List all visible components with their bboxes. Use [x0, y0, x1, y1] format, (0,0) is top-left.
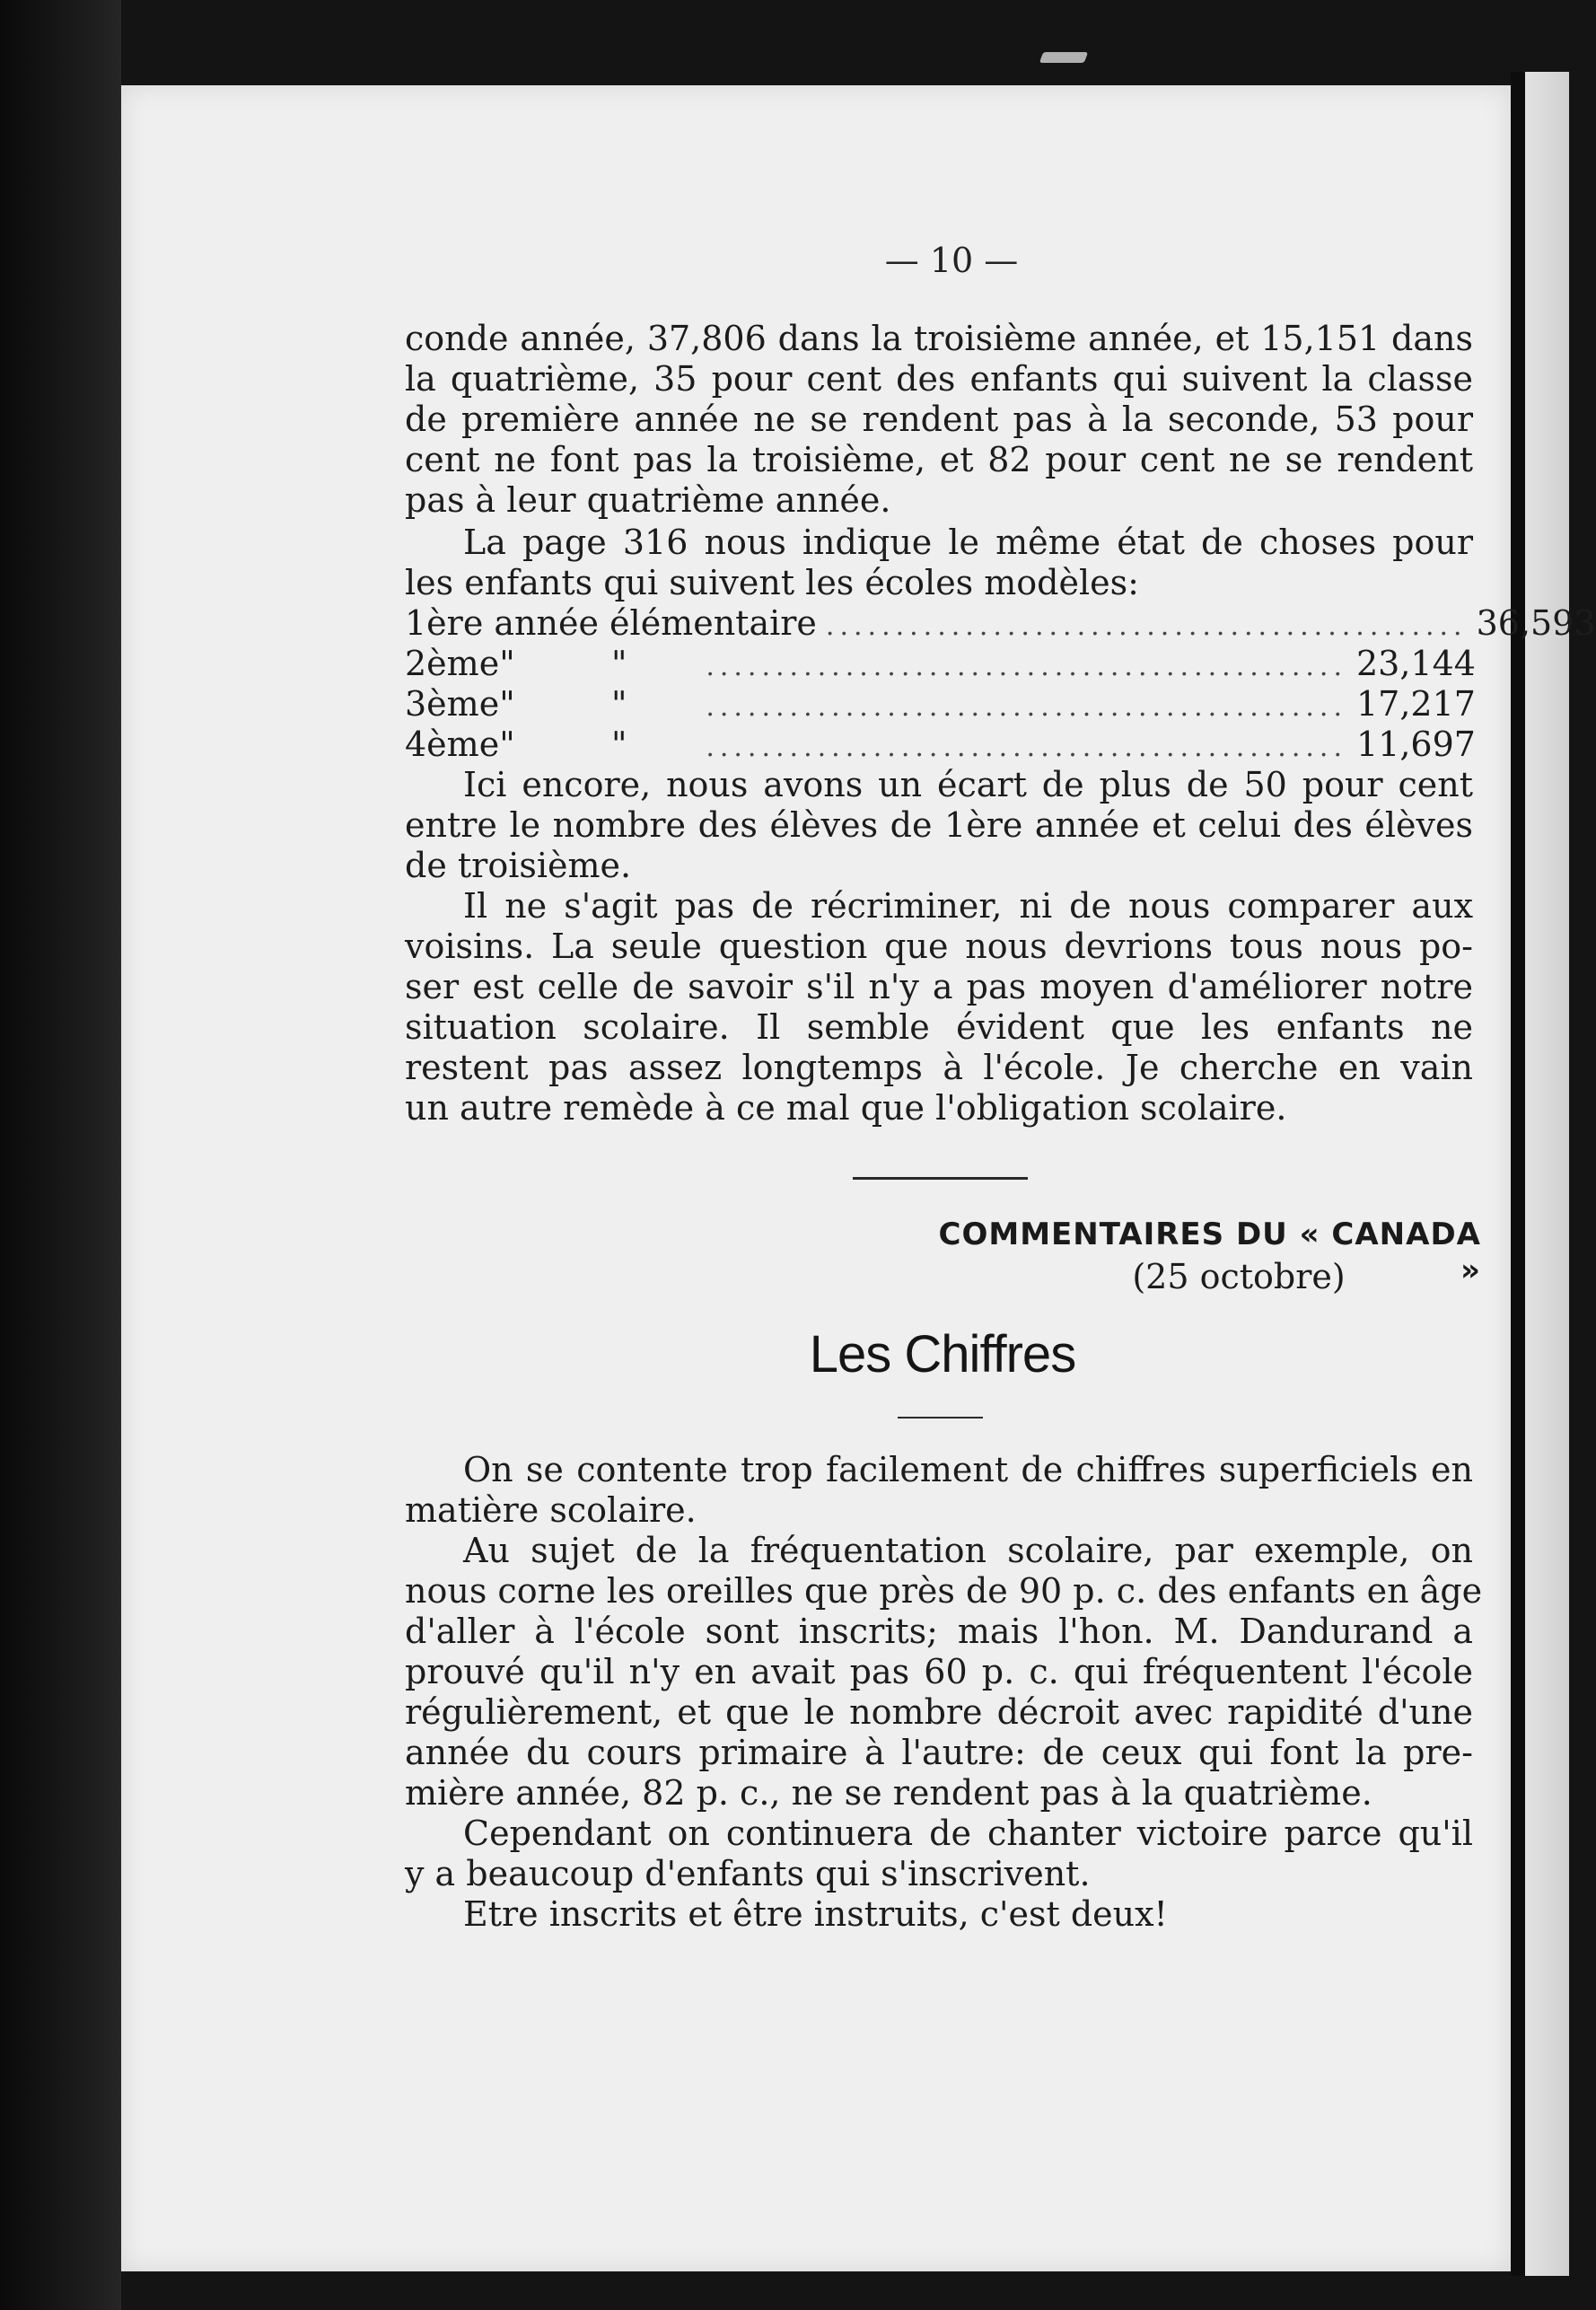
enrollment-value: 23,144 — [1356, 644, 1476, 683]
article-paragraph-1 — [405, 1450, 1473, 1531]
ditto-mark: " — [499, 644, 515, 683]
leader-dots: .............................................. — [706, 691, 1347, 723]
title-divider — [898, 1417, 983, 1418]
text-line: entre le nombre des élèves de 1ère année et celui des élèves — [405, 805, 1473, 845]
leader-dots: .............................................. — [825, 610, 1468, 642]
ditto-mark: " — [610, 684, 627, 724]
grade-label: 2ème — [405, 644, 500, 683]
grade-label: 3ème — [405, 684, 500, 724]
text-line: Ici encore, nous avons un écart de plus de 50 pour cent — [463, 765, 1473, 804]
text-line: Etre inscrits et être instruits, c'est deux! — [463, 1894, 1168, 1934]
article-paragraph-3 — [405, 1814, 1473, 1894]
ditto-mark: " — [610, 644, 627, 683]
grade-label: 4ème — [405, 725, 500, 764]
table-row — [405, 644, 1476, 684]
grade-label: 1ère année élémentaire — [405, 603, 817, 643]
text-line: les enfants qui suivent les écoles modèles: — [405, 563, 1139, 602]
page-number: — 10 — — [884, 241, 1019, 280]
text-line: La page 316 nous indique le même état de choses pour — [463, 523, 1473, 562]
text-line: mière année, 82 p. c., ne se rendent pas à la quatrième. — [405, 1773, 1372, 1813]
text-line: régulièrement, et que le nombre décroit avec rapidité d'une — [405, 1692, 1473, 1732]
text-line: de troisième. — [405, 846, 632, 885]
text-line: y a beaucoup d'enfants qui s'inscrivent. — [405, 1854, 1091, 1893]
text-line: situation scolaire. Il semble évident que les enfants ne — [405, 1007, 1473, 1047]
ditto-mark: " — [499, 725, 515, 764]
paragraph-3 — [405, 765, 1473, 886]
scan-right-border — [1511, 72, 1525, 2276]
text-line: ser est celle de savoir s'il n'y a pas moyen d'améliorer notre — [405, 967, 1473, 1006]
table-row — [405, 603, 1596, 644]
section-heading: COMMENTAIRES DU « CANADA » — [938, 1216, 1481, 1288]
text-line: voisins. La seule question que nous devrions tous nous po- — [405, 927, 1473, 966]
text-line: un autre remède à ce mal que l'obligation scolaire. — [405, 1088, 1287, 1128]
text-line: matière scolaire. — [405, 1490, 697, 1530]
section-divider — [853, 1177, 1028, 1180]
table-row — [405, 725, 1476, 765]
text-line: Cependant on continuera de chanter victoire parce qu'il — [463, 1814, 1473, 1853]
table-row — [405, 684, 1476, 725]
enrollment-value: 17,217 — [1356, 684, 1476, 724]
text-line: cent ne font pas la troisième, et 82 pour cent ne se rendent — [405, 440, 1473, 479]
enrollment-table — [405, 603, 1596, 765]
ditto-mark: " — [610, 725, 627, 764]
section-date: (25 octobre) — [1132, 1257, 1346, 1296]
enrollment-value: 11,697 — [1356, 725, 1476, 764]
paragraph-2 — [405, 523, 1473, 603]
enrollment-value: 36,593 — [1476, 603, 1596, 643]
paragraph-4 — [405, 886, 1473, 1129]
text-line: de première année ne se rendent pas à la seconde, 53 pour — [405, 400, 1473, 439]
article-paragraph-4 — [405, 1894, 1473, 1935]
text-line: la quatrième, 35 pour cent des enfants qui suivent la classe — [405, 359, 1473, 399]
text-line: Il ne s'agit pas de récriminer, ni de nous comparer aux — [463, 886, 1473, 926]
text-line: restent pas assez longtemps à l'école. Je cherche en vain — [405, 1048, 1473, 1087]
article-paragraph-2 — [405, 1531, 1483, 1814]
text-line: conde année, 37,806 dans la troisième année, et 15,151 dans — [405, 319, 1473, 358]
scan-artifact — [1039, 52, 1088, 63]
leader-dots: .............................................. — [706, 651, 1347, 682]
text-line: On se contente trop facilement de chiffres superficiels en — [463, 1450, 1473, 1489]
text-line: nous corne les oreilles que près de 90 p. c. des enfants en âge — [405, 1571, 1483, 1611]
text-line: pas à leur quatrième année. — [405, 480, 891, 520]
text-line: d'aller à l'école sont inscrits; mais l'hon. M. Dandurand a — [405, 1612, 1473, 1651]
paragraph-1 — [405, 319, 1473, 521]
leader-dots: .............................................. — [706, 732, 1347, 763]
article-title: Les Chiffres — [809, 1325, 1076, 1383]
text-line: Au sujet de la fréquentation scolaire, par exemple, on — [463, 1531, 1473, 1570]
scan-right-strip — [1525, 72, 1569, 2276]
text-line: année du cours primaire à l'autre: de ceux qui font la pre- — [405, 1733, 1473, 1772]
ditto-mark: " — [499, 684, 515, 724]
text-line: prouvé qu'il n'y en avait pas 60 p. c. qui fréquentent l'école — [405, 1652, 1473, 1691]
scan-left-margin — [0, 0, 121, 2310]
